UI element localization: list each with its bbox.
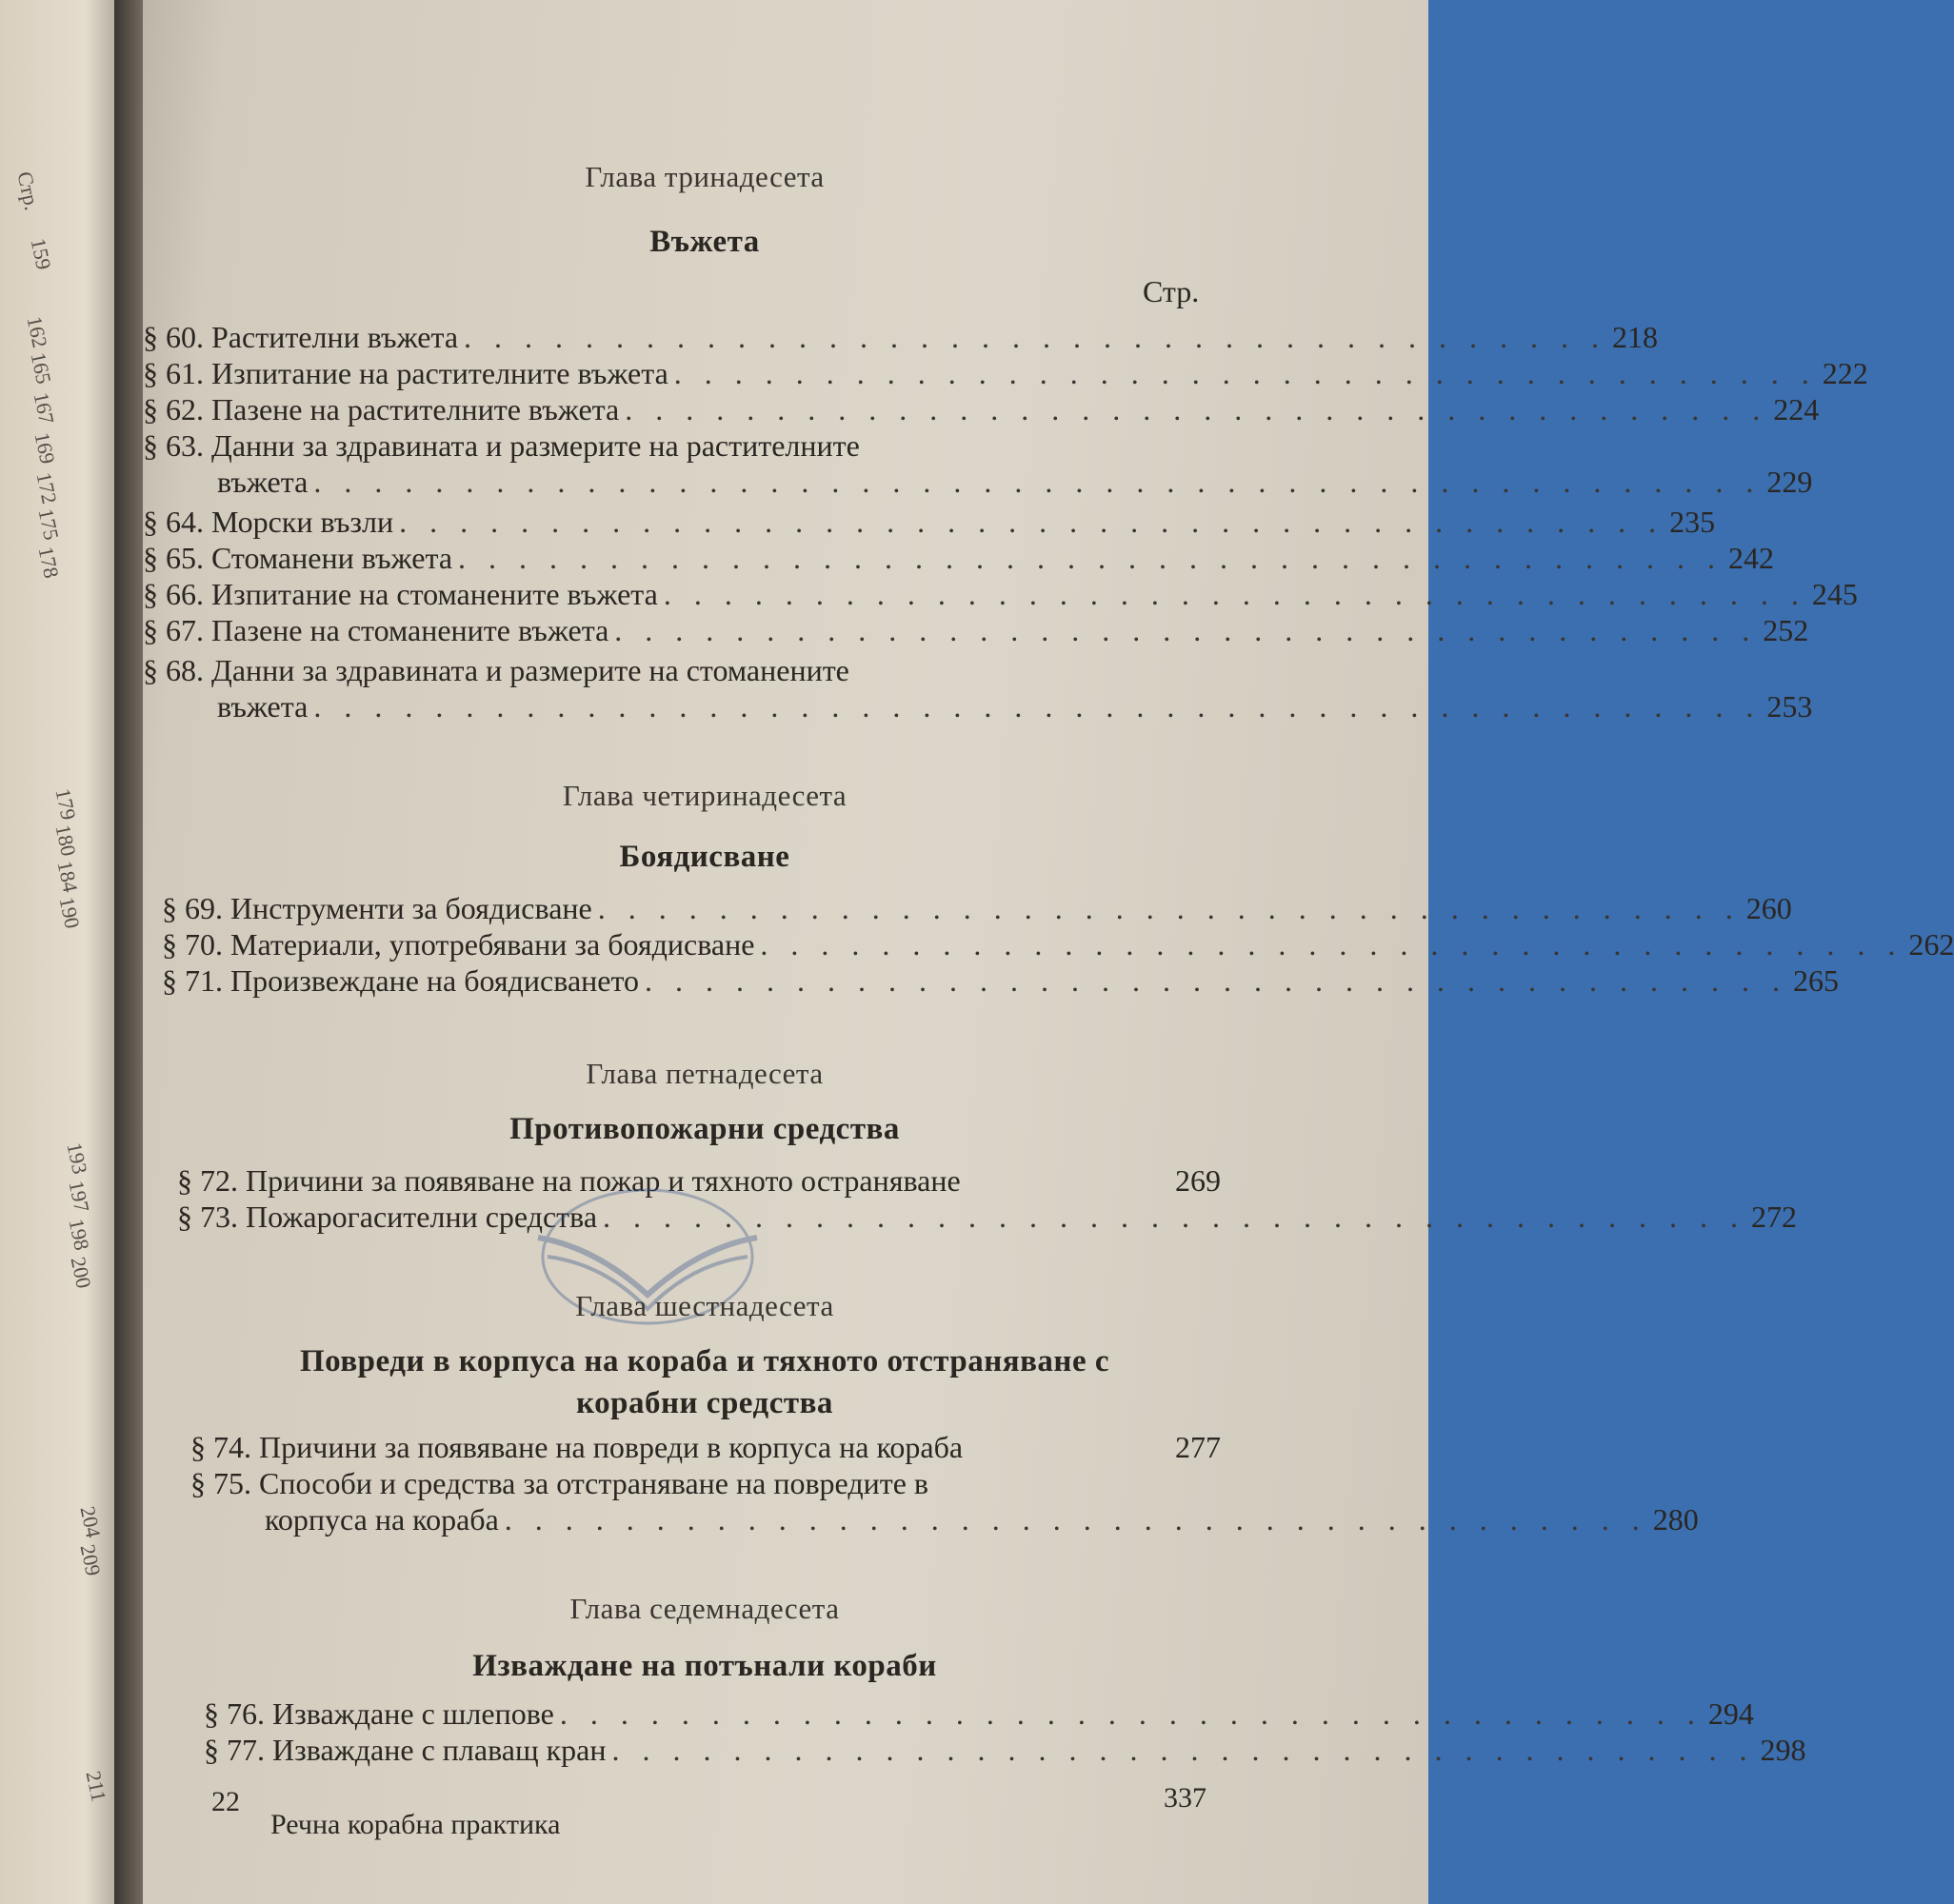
chapter-title: Боядисване bbox=[619, 840, 790, 874]
page-number: 222 bbox=[1822, 356, 1868, 390]
toc-entry[interactable] bbox=[143, 356, 1868, 392]
section-number: § 75. bbox=[190, 1466, 251, 1500]
page-number: 269 bbox=[1175, 1163, 1221, 1198]
page-number: 294 bbox=[1707, 1696, 1754, 1731]
chapter-title: Въжета bbox=[649, 225, 760, 259]
toc-entry[interactable] bbox=[143, 428, 1813, 501]
facing-page-number: 184 bbox=[52, 859, 83, 895]
leader-dots: . . . . . . . . . . . . . . . . . . . . . . . . . . . . . . . . . . . . . . bbox=[559, 1696, 1703, 1731]
leader-dots: . . . . . . . . . . . . . . . . . . . . . . . . . . . . . . . . . . . . . . bbox=[614, 613, 1758, 647]
facing-page-number: 204 bbox=[75, 1504, 106, 1540]
facing-page-number: 172 bbox=[31, 470, 62, 506]
facing-page-str-label: Стр. bbox=[12, 169, 45, 213]
toc-entry[interactable] bbox=[143, 577, 1858, 613]
toc-entry[interactable] bbox=[143, 541, 1775, 577]
section-number: § 62. bbox=[143, 392, 204, 426]
facing-page-number: 169 bbox=[30, 430, 60, 466]
toc-entry[interactable] bbox=[143, 653, 1813, 725]
entry-text: Произвеждане на боядисването bbox=[230, 963, 640, 998]
running-footer-title: Речна корабна практика bbox=[270, 1809, 561, 1840]
facing-page-number: 178 bbox=[33, 545, 64, 581]
leader-dots: . . . . . . . . . . . . . . . . . . . . . . . . . . . . . . . . . . . . . . bbox=[603, 1200, 1746, 1234]
section-number: § 65. bbox=[143, 541, 204, 575]
toc-entry[interactable] bbox=[162, 891, 1792, 927]
entry-text: Данни за здравината и размерите на растителните bbox=[211, 428, 860, 463]
page-number: 242 bbox=[1728, 541, 1775, 575]
page-number: 224 bbox=[1773, 392, 1820, 426]
chapter-title bbox=[143, 1340, 1266, 1424]
facing-page-number: 165 bbox=[26, 350, 56, 387]
section-number: § 61. bbox=[143, 356, 204, 390]
section-number: § 60. bbox=[143, 320, 204, 354]
chapter-heading: Глава четиринадесета bbox=[562, 779, 847, 812]
toc-entry[interactable] bbox=[162, 927, 1954, 963]
section-number: § 74. bbox=[190, 1430, 251, 1464]
leader-dots: . . . . . . . . . . . . . . . . . . . . . . . . . . . . . . . . . . . . . . bbox=[504, 1502, 1647, 1537]
leader-dots: . . . . . . . . . . . . . . . . . . . . . . . . . . . . . . . . . . . . . . bbox=[645, 963, 1788, 998]
entry-text: Изваждане с шлепове bbox=[272, 1696, 554, 1731]
facing-page-number: 197 bbox=[64, 1179, 94, 1215]
facing-page-number: 162 bbox=[22, 314, 52, 350]
section-number: § 68. bbox=[143, 653, 204, 687]
page-number: 245 bbox=[1811, 577, 1858, 611]
chapter-heading: Глава шестнадесета bbox=[575, 1289, 834, 1322]
facing-page-number: 180 bbox=[50, 823, 81, 859]
section-number: § 71. bbox=[162, 963, 223, 998]
signature-mark: 22 bbox=[211, 1786, 240, 1817]
toc-entry[interactable] bbox=[190, 1430, 1221, 1466]
entry-text: Растителни въжета bbox=[211, 320, 459, 354]
chapter-title: Противопожарни средства bbox=[509, 1112, 900, 1146]
toc-entry[interactable] bbox=[190, 1466, 1699, 1538]
leader-dots: . . . . . . . . . . . . . . . . . . . . . . . . . . . . . . . . . . . . . . . . . . . . . . . . bbox=[313, 465, 1762, 499]
entry-text: Причини за появяване на повреди в корпуса на кораба bbox=[259, 1430, 964, 1464]
toc-entry[interactable] bbox=[143, 392, 1820, 428]
facing-page-number: 167 bbox=[29, 390, 59, 426]
chapter-heading: Глава петнадесета bbox=[586, 1057, 824, 1090]
entry-text: Морски възли bbox=[211, 505, 394, 539]
facing-page-number: 175 bbox=[33, 506, 64, 543]
leader-dots: . . . . . . . . . . . . . . . . . . . . . . . . . . . . . . . . . . . . . . bbox=[663, 577, 1806, 611]
section-number: § 72. bbox=[177, 1163, 238, 1198]
entry-text-continued: въжета bbox=[217, 689, 309, 724]
section-number: § 70. bbox=[162, 927, 223, 962]
entry-text: Стоманени въжета bbox=[211, 541, 453, 575]
section-number: § 76. bbox=[204, 1696, 265, 1731]
page-number: 272 bbox=[1751, 1200, 1798, 1234]
facing-page-number: 193 bbox=[62, 1140, 92, 1177]
chapter-heading: Глава седемнадесета bbox=[569, 1592, 840, 1625]
toc-entry[interactable] bbox=[143, 613, 1809, 649]
section-number: § 63. bbox=[143, 428, 204, 463]
entry-text: Данни за здравината и размерите на стоманените bbox=[211, 653, 849, 687]
toc-page bbox=[143, 0, 1954, 1904]
entry-text: Материали, употребявани за боядисване bbox=[230, 927, 755, 962]
leader-dots: . . . . . . . . . . . . . . . . . . . . . . . . . . . . . . . . . . . . . . . . . . . . . . . . bbox=[313, 689, 1762, 724]
section-number: § 69. bbox=[162, 891, 223, 925]
leader-dots: . . . . . . . . . . . . . . . . . . . . . . . . . . . . . . . . . . . . . . bbox=[625, 392, 1768, 426]
page-number: 298 bbox=[1760, 1733, 1806, 1767]
entry-text-continued: въжета bbox=[217, 465, 309, 499]
page-number: 262 bbox=[1908, 927, 1954, 962]
entry-text: Инструменти за боядисване bbox=[230, 891, 592, 925]
facing-page-number: 179 bbox=[50, 786, 81, 823]
leader-dots: . . . . . . . . . . . . . . . . . . . . . . . . . . . . . . . . . . . . . . bbox=[673, 356, 1817, 390]
section-number: § 67. bbox=[143, 613, 204, 647]
toc-entry[interactable] bbox=[204, 1733, 1806, 1769]
facing-page-number: 209 bbox=[75, 1542, 106, 1578]
entry-text: Пазене на стоманените въжета bbox=[211, 613, 609, 647]
facing-page-number: 198 bbox=[64, 1217, 94, 1253]
facing-page-number: 211 bbox=[81, 1769, 111, 1804]
page-number: 235 bbox=[1669, 505, 1716, 539]
page-number: 265 bbox=[1793, 963, 1840, 998]
leader-dots: . . . . . . . . . . . . . . . . . . . . . . . . . . . . . . . . . . . . . . bbox=[760, 927, 1904, 962]
section-number: § 64. bbox=[143, 505, 204, 539]
entry-text: Пазене на растителните въжета bbox=[211, 392, 620, 426]
chapter-title: Изваждане на потънали кораби bbox=[472, 1649, 937, 1683]
page-number: 277 bbox=[1175, 1430, 1221, 1464]
leader-dots: . . . . . . . . . . . . . . . . . . . . . . . . . . . . . . . . . . . . . . bbox=[611, 1733, 1755, 1767]
entry-text: Изпитание на растителните въжета bbox=[211, 356, 668, 390]
toc-entry[interactable] bbox=[162, 963, 1840, 1000]
leader-dots: . . . . . . . . . . . . . . . . . . . . . . . . . . . . . . . . . . . . . . bbox=[464, 320, 1607, 354]
leader-dots: . . . . . . . . . . . . . . . . . . . . . . . . . . . . . . . . . . . . . . . . . . bbox=[399, 505, 1665, 539]
page-column-label: Стр. bbox=[1143, 274, 1200, 308]
toc-entry[interactable] bbox=[143, 320, 1659, 356]
facing-page-number: 159 bbox=[26, 236, 56, 272]
entry-text-continued: корпуса на кораба bbox=[265, 1502, 499, 1537]
page-number: 229 bbox=[1766, 465, 1813, 499]
entry-text: Изпитание на стоманените въжета bbox=[211, 577, 658, 611]
toc-entry[interactable] bbox=[204, 1696, 1754, 1733]
entry-text: Способи и средства за отстраняване на повредите в bbox=[259, 1466, 929, 1500]
section-number: § 66. bbox=[143, 577, 204, 611]
page-number: 280 bbox=[1652, 1502, 1699, 1537]
page-number: 218 bbox=[1612, 320, 1659, 354]
leader-dots: . . . . . . . . . . . . . . . . . . . . . . . . . . . . . . . . . . . . . . bbox=[597, 891, 1741, 925]
facing-page-number: 190 bbox=[54, 895, 85, 931]
entry-text: Причини за появяване на пожар и тяхното остраняване bbox=[246, 1163, 961, 1198]
section-number: § 77. bbox=[204, 1733, 265, 1767]
leader-dots: . . . . . . . . . . . . . . . . . . . . . . . . . . . . . . . . . . . . . . . . . . bbox=[458, 541, 1724, 575]
page-number: 252 bbox=[1763, 613, 1809, 647]
page-number: 260 bbox=[1745, 891, 1792, 925]
section-number: § 73. bbox=[177, 1200, 238, 1234]
page-number: 253 bbox=[1766, 689, 1813, 724]
chapter-heading: Глава тринадесета bbox=[585, 160, 825, 193]
page-number-footer: 337 bbox=[1164, 1782, 1206, 1814]
entry-text: Пожарогасителни средства bbox=[246, 1200, 598, 1234]
chapter-title-line: Повреди в корпуса на кораба и тяхното отстраняване с bbox=[300, 1344, 1109, 1378]
toc-entry[interactable] bbox=[143, 505, 1716, 541]
facing-page-number: 200 bbox=[66, 1255, 96, 1291]
chapter-title-line: корабни средства bbox=[576, 1386, 833, 1420]
entry-text: Изваждане с плаващ кран bbox=[272, 1733, 607, 1767]
